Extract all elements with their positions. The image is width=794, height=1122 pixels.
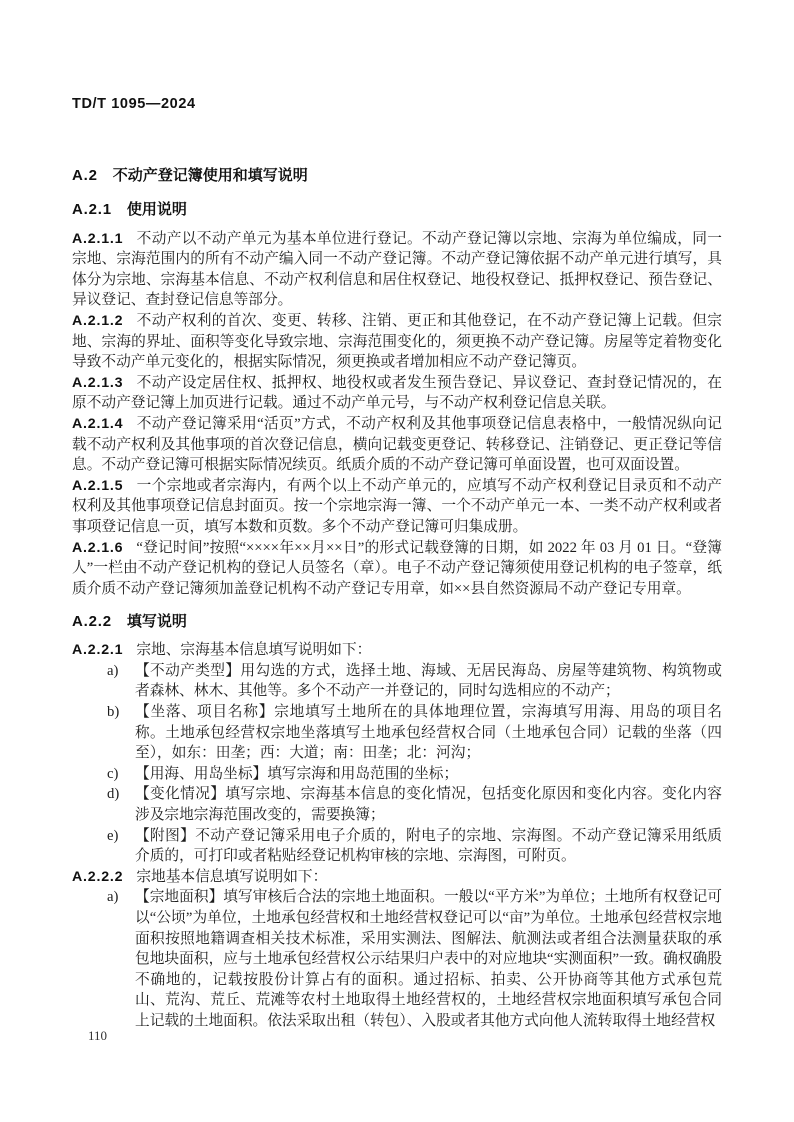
list-marker: a) (107, 889, 119, 906)
list-item-text: 【坐落、项目名称】宗地填写土地所在的具体地理位置，宗海填写用海、用岛的项目名称。土地承包经营权宗地坐落填写土地承包经营权合同（土地承包合同）记载的坐落（四至），如东：田垄；西：大道；南：田垄；北：河沟； (135, 704, 722, 762)
clause-number: A.2.1.2 (72, 312, 124, 329)
list-item-text: 【用海、用岛坐标】填写宗海和用岛范围的坐标； (135, 765, 459, 782)
clause-a2-1-3 (72, 373, 722, 414)
clause-a2-2-1 (72, 640, 722, 661)
clause-number: A.2.2.1 (72, 642, 124, 659)
page-number: 110 (88, 1028, 108, 1043)
list-item-a221-b (72, 702, 722, 764)
clause-text: 宗地、宗海基本信息填写说明如下： (136, 642, 372, 659)
list-item-text: 【宗地面积】填写审核后合法的宗地土地面积。一般以“平方米”为单位；土地所有权登记可以“公顷”为单位，土地承包经营权和土地经营权登记可以“亩”为单位。土地承包经营权宗地面积按照地籍调查相关技术标准，采用实测法、图解法、航测法或者组合法测量获取的承包地块面积，应与土地承包经营权公示结果归户表中的对应地块“实测面积”一致。确权确股不确地的，记载按股份计算占有的面积。通过招标、拍卖、公开协商等其他方式承包荒山、荒沟、荒丘、荒滩等农村土地取得土地经营权的，土地经营权宗地面积填写承包合同上记载的土地面积。依法采取出租（转包）、入股或者其他方式向他人流转取得土地经营权 (135, 889, 722, 1029)
section-title: 填写说明 (126, 613, 187, 631)
section-heading-a21 (72, 199, 722, 221)
clause-text: 宗地基本信息填写说明如下： (136, 868, 328, 885)
clause-text: 不动产权利的首次、变更、转移、注销、更正和其他登记，在不动产登记簿上记载。但宗地、宗海的界址、面积等变化导致宗地、宗海范围变化的，须更换不动产登记簿。房屋等定着物变化导致不动产单元变化的，根据实际情况，须更换或者增加相应不动产登记簿页。 (72, 312, 722, 371)
section-number: A.2 (72, 166, 98, 184)
list-item-text: 【变化情况】填写宗地、宗海基本信息的变化情况，包括变化原因和变化内容。变化内容涉及宗地宗海范围改变的，需要换簿； (135, 786, 722, 824)
section-title: 使用说明 (126, 200, 187, 218)
list-item-text: 【不动产类型】用勾选的方式，选择土地、海域、无居民海岛、房屋等建筑物、构筑物或者森林、林木、其他等。多个不动产一并登记的，同时勾选相应的不动产； (135, 662, 722, 700)
list-item-a222-a (72, 887, 722, 1031)
clause-text: 不动产登记簿采用“活页”方式，不动产权利及其他事项登记信息表格中，一般情况纵向记载不动产权利及其他事项的首次登记信息，横向记载变更登记、转移登记、注销登记、更正登记等信息。不动产登记簿可根据实际情况续页。纸质介质的不动产登记簿可单面设置，也可双面设置。 (72, 415, 722, 474)
clause-number: A.2.1.4 (72, 415, 124, 432)
list-marker: e) (107, 827, 119, 844)
section-heading-a2 (72, 165, 722, 187)
clause-a2-2-2 (72, 867, 722, 888)
standard-number: TD/T 1095—2024 (72, 96, 196, 112)
section-title: 不动产登记簿使用和填写说明 (112, 166, 308, 184)
clause-a2-1-4 (72, 414, 722, 476)
clause-a2-1-1 (72, 229, 722, 311)
list-item-text: 【附图】不动产登记簿采用电子介质的，附电子的宗地、宗海图。不动产登记簿采用纸质介质的，可打印或者粘贴经登记机构审核的宗地、宗海图，可附页。 (135, 827, 722, 865)
list-marker: c) (107, 765, 119, 782)
clause-number: A.2.2.2 (72, 868, 124, 885)
list-item-a221-a (72, 661, 722, 702)
list-item-a221-e (72, 826, 722, 867)
list-item-a221-c (72, 764, 722, 785)
clause-a2-1-6 (72, 538, 722, 600)
list-marker: b) (107, 704, 120, 721)
clause-number: A.2.1.6 (72, 539, 124, 556)
section-number: A.2.2 (72, 613, 112, 631)
clause-number: A.2.1.1 (72, 230, 124, 247)
clause-text: 不动产以不动产单元为基本单位进行登记。不动产登记簿以宗地、宗海为单位编成，同一宗地、宗海范围内的所有不动产编入同一不动产登记簿。不动产登记簿依据不动产单元进行填写，具体分为宗地、宗海基本信息、不动产权利信息和居住权登记、地役权登记、抵押权登记、预告登记、异议登记、查封登记信息等部分。 (72, 230, 722, 309)
clause-a2-1-5 (72, 476, 722, 538)
clause-text: 一个宗地或者宗海内，有两个以上不动产单元的，应填写不动产权利登记目录页和不动产权利及其他事项登记信息封面页。按一个宗地宗海一簿、一个不动产单元一本、一类不动产权利或者事项登记信息一页，填写本数和页数。多个不动产登记簿可归集成册。 (72, 477, 722, 535)
clause-text: 不动产设定居住权、抵押权、地役权或者发生预告登记、异议登记、查封登记情况的，在原不动产登记簿上加页进行记载。通过不动产单元号，与不动产权利登记信息关联。 (72, 374, 722, 412)
clause-a2-1-2 (72, 311, 722, 373)
list-marker: a) (107, 662, 119, 679)
section-heading-a22 (72, 611, 722, 633)
section-number: A.2.1 (72, 200, 112, 218)
clause-text: “登记时间”按照“××××年××月××日”的形式记载登簿的日期，如 2022 年 03 月 01 日。“登簿人”一栏由不动产登记机构的登记人员签名（章）。电子不动产登记簿须使用登记机构的电子签章，纸质介质不动产登记簿须加盖登记机构不动产登记专用章，如××县自然资源局不动产登记专用章。 (72, 539, 722, 597)
list-marker: d) (107, 786, 120, 803)
clause-number: A.2.1.5 (72, 477, 124, 494)
list-item-a221-d (72, 784, 722, 825)
clause-number: A.2.1.3 (72, 374, 124, 391)
